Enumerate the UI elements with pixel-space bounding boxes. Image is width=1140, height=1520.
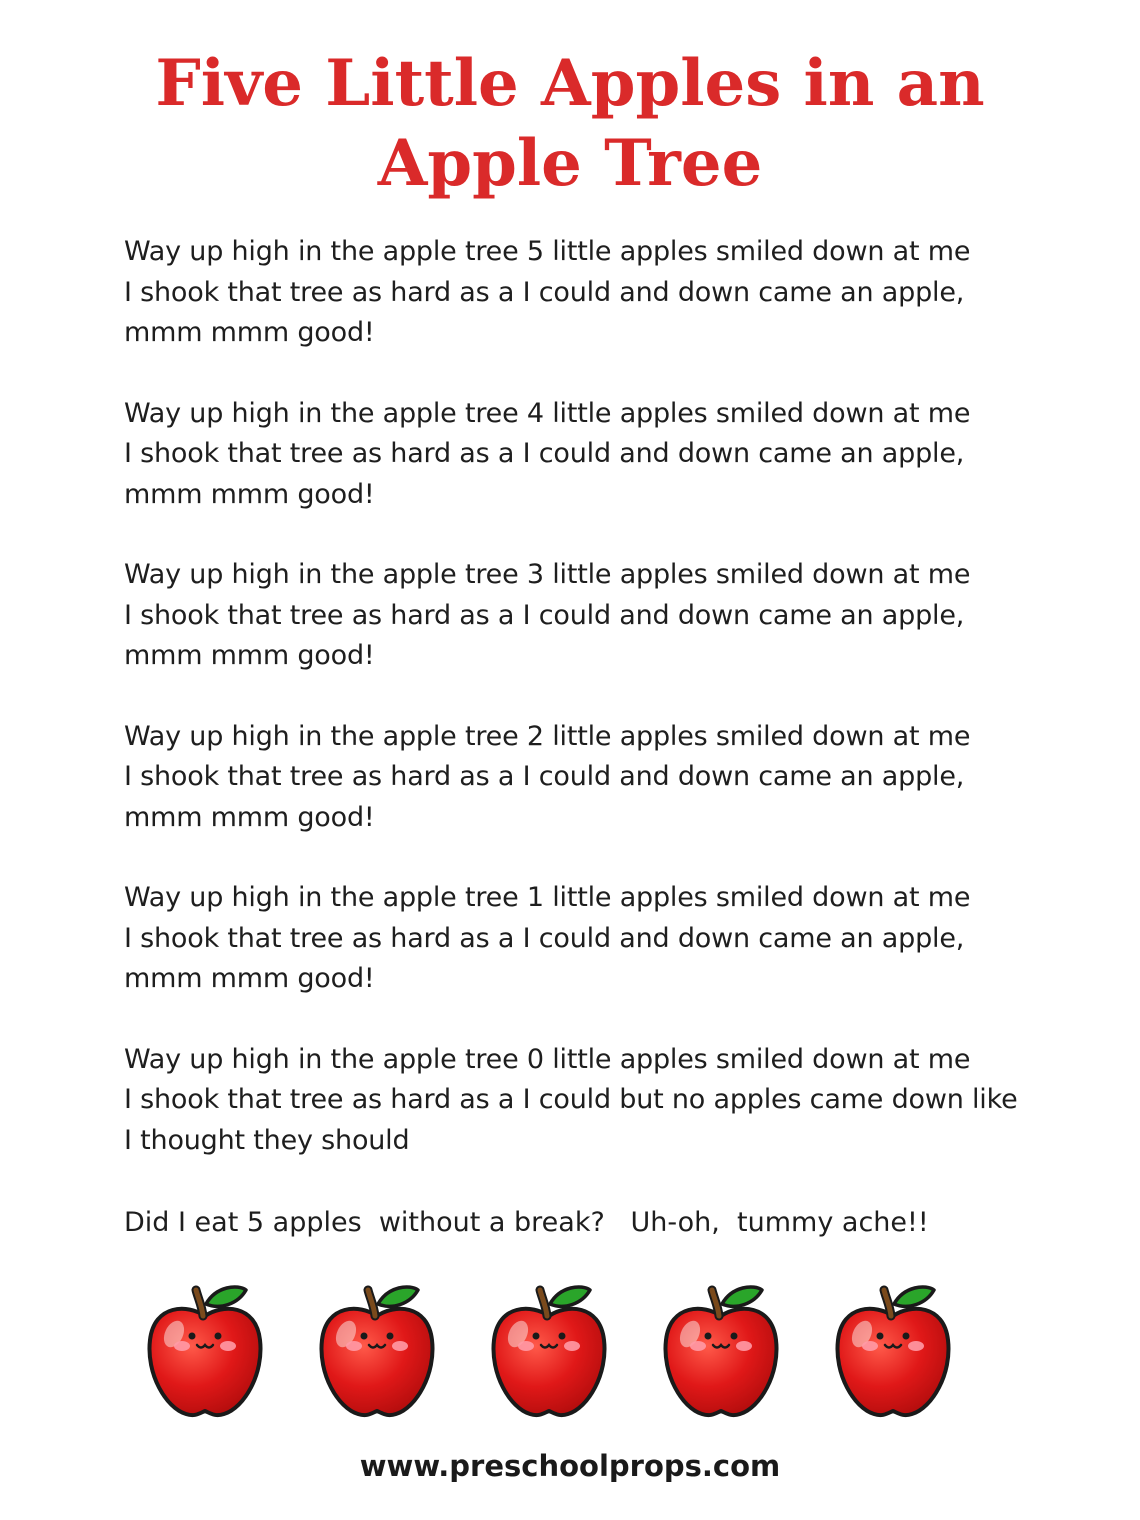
- verse-line: I shook that tree as hard as a I could and down came an apple,: [124, 438, 965, 469]
- verse-line: mmm mmm good!: [124, 801, 375, 833]
- apple-icon: [656, 1282, 786, 1422]
- verse-6: [124, 1040, 1084, 1162]
- verse-3: [124, 555, 1084, 677]
- verse-line: I shook that tree as hard as a I could and down came an apple,: [124, 599, 965, 631]
- verse-line: I shook that tree as hard as a I could and down came an apple,: [124, 761, 965, 792]
- verse-line: I shook that tree as hard as a I could but no apples came down like: [124, 1084, 1018, 1115]
- verse-5: [124, 878, 1084, 1000]
- verse-1: [124, 232, 1084, 354]
- verse-2: [124, 394, 1084, 516]
- title-line-2: Apple Tree: [377, 126, 763, 201]
- verse-line: mmm mmm good!: [124, 963, 375, 994]
- page-title: [0, 44, 1140, 204]
- verse-line: mmm mmm good!: [124, 478, 375, 510]
- verse-line: Way up high in the apple tree 3 little apples smiled down at me: [124, 559, 971, 590]
- verse-4: [124, 717, 1084, 839]
- verse-line: I shook that tree as hard as a I could and down came an apple,: [124, 922, 965, 954]
- verse-line: Way up high in the apple tree 1 little apples smiled down at me: [124, 882, 971, 913]
- verse-line: Way up high in the apple tree 4 little apples smiled down at me: [124, 397, 971, 429]
- website-url: www.preschoolprops.com: [359, 1449, 781, 1483]
- verse-line: Way up high in the apple tree 0 little apples smiled down at me: [124, 1043, 971, 1075]
- closing-line: Did I eat 5 apples without a break? Uh-oh, tummy ache!!: [124, 1207, 929, 1238]
- verse-line: Way up high in the apple tree 5 little apples smiled down at me: [124, 236, 971, 267]
- verse-line: mmm mmm good!: [124, 640, 375, 671]
- verse-line: mmm mmm good!: [124, 317, 375, 348]
- apple-row: [140, 1282, 970, 1422]
- lyrics: [124, 232, 1084, 1201]
- apple-icon: [484, 1282, 614, 1422]
- verse-line: Way up high in the apple tree 2 little apples smiled down at me: [124, 720, 971, 752]
- apple-icon: [312, 1282, 442, 1422]
- verse-line: I thought they should: [124, 1124, 410, 1156]
- apple-icon: [828, 1282, 958, 1422]
- apple-icon: [140, 1282, 270, 1422]
- title-line-1: Five Little Apples in an: [155, 46, 985, 121]
- verse-line: I shook that tree as hard as a I could and down came an apple,: [124, 276, 965, 308]
